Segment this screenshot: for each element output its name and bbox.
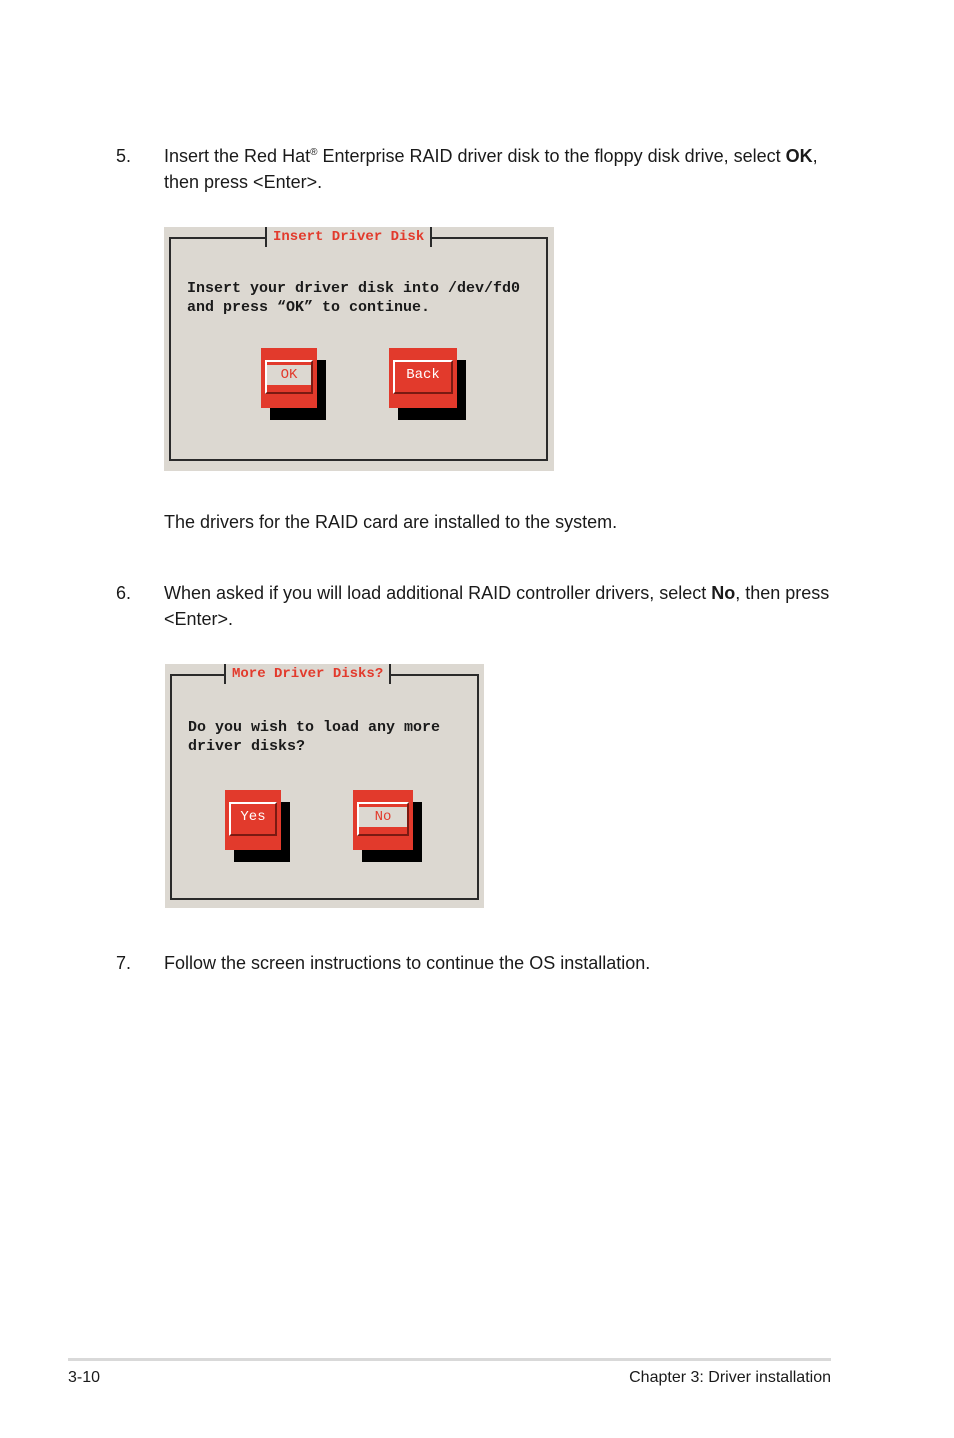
button-face	[261, 348, 317, 408]
step-text: Insert the Red Hat® Enterprise RAID driver disk to the floppy disk drive, select OK, then press <Enter>.	[164, 146, 818, 192]
step-text: Follow the screen instructions to continue the OS installation.	[164, 953, 651, 973]
button-face	[225, 790, 281, 850]
step-number: 6.	[116, 583, 132, 603]
footer-divider	[68, 1358, 831, 1361]
dialog-frame	[169, 229, 548, 461]
button-face	[353, 790, 413, 850]
step-number: 5.	[116, 146, 132, 166]
dialog-message: Do you wish to load any more driver disks?	[188, 719, 441, 755]
ok-button-label: OK	[267, 365, 311, 385]
step-number: 7.	[116, 953, 132, 973]
insert-driver-disk-dialog	[164, 227, 554, 471]
page-number: 3-10	[68, 1369, 101, 1386]
dialog-title: Insert Driver Disk	[265, 227, 432, 247]
dialog-message: Insert your driver disk into /dev/fd0 and press “OK” to continue.	[187, 280, 521, 316]
chapter-title: Chapter 3: Driver installation	[629, 1369, 831, 1386]
more-driver-disks-dialog	[165, 664, 484, 908]
dialog-frame	[170, 666, 479, 900]
no-button-label: No	[359, 807, 407, 827]
step-text: When asked if you will load additional RAID controller drivers, select No, then press <Enter>.	[164, 583, 830, 629]
dialog-title: More Driver Disks?	[224, 664, 391, 684]
yes-button-label: Yes	[240, 809, 266, 825]
back-button-label: Back	[406, 367, 440, 383]
yes-button[interactable]	[225, 790, 281, 850]
back-button[interactable]	[389, 348, 457, 408]
note-text: The drivers for the RAID card are installed to the system.	[164, 512, 618, 532]
button-face	[389, 348, 457, 408]
no-button[interactable]	[353, 790, 413, 850]
ok-button[interactable]	[261, 348, 317, 408]
